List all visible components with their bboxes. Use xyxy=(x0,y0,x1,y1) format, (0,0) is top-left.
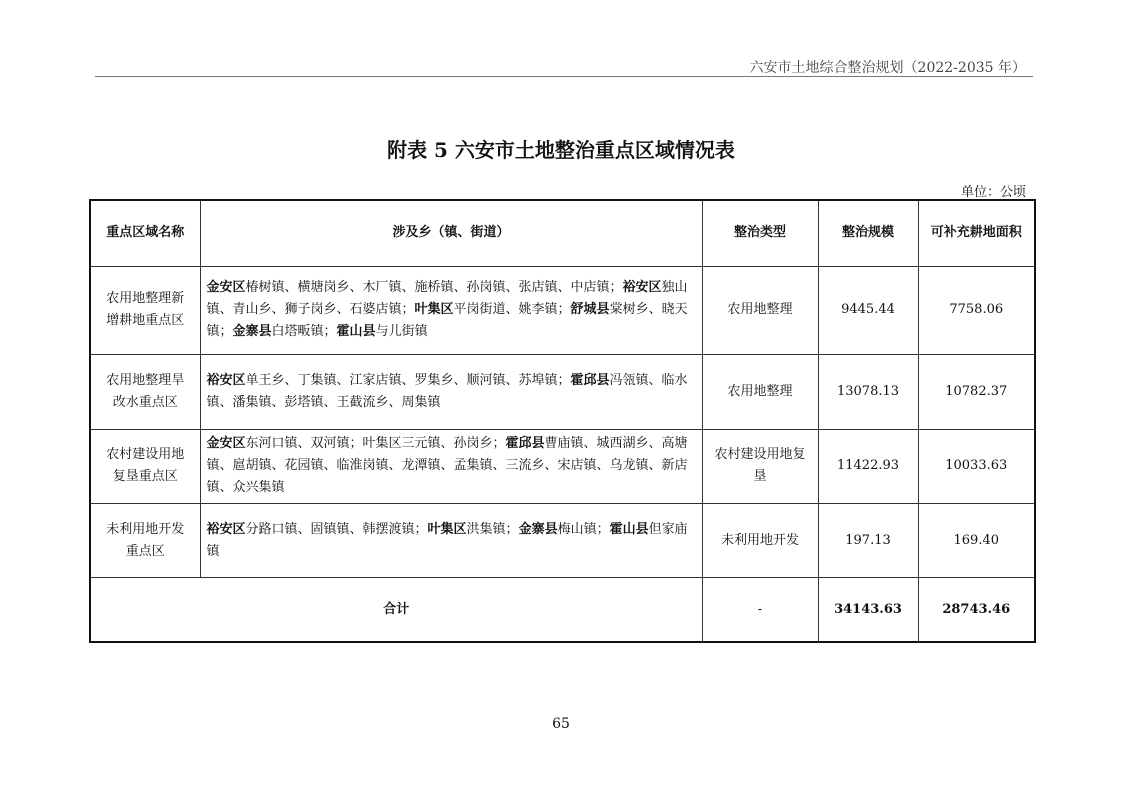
column-header: 涉及乡（镇、街道） xyxy=(200,200,702,266)
county-name: 舒城县 xyxy=(570,302,610,318)
county-name: 霍邱县 xyxy=(570,372,610,388)
total-label: 合计 xyxy=(90,578,702,642)
county-name: 叶集区 xyxy=(414,302,454,318)
column-header: 整治类型 xyxy=(702,200,818,266)
supplement-area-cell: 169.40 xyxy=(918,503,1035,577)
table-row xyxy=(90,429,1035,503)
document-title: 附表 5 六安市土地整治重点区域情况表 xyxy=(387,138,735,162)
county-name: 霍山县 xyxy=(609,521,649,537)
table-row xyxy=(90,266,1035,354)
scale-cell: 13078.13 xyxy=(818,355,918,429)
town-list: 但家庙镇 xyxy=(206,521,688,559)
table-row xyxy=(90,503,1035,577)
county-name: 金寨县 xyxy=(232,324,272,340)
county-name: 裕安区 xyxy=(206,521,246,537)
area-name-cell: 农用地整理旱改水重点区 xyxy=(90,355,200,429)
county-name: 裕安区 xyxy=(206,372,246,388)
county-name: 裕安区 xyxy=(622,280,662,296)
town-list: 东河口镇、双河镇；叶集区三元镇、孙岗乡； xyxy=(245,436,506,452)
town-list: 独山镇、青山乡、狮子岗乡、石婆店镇； xyxy=(206,280,688,318)
supplement-area-cell: 10033.63 xyxy=(918,429,1035,503)
town-list: 棠树乡、晓天镇； xyxy=(206,302,688,340)
town-list: 与儿街镇 xyxy=(375,324,428,340)
page-number: 65 xyxy=(552,716,570,732)
column-header: 整治规模 xyxy=(818,200,918,266)
remediation-type-cell: 农村建设用地复垦 xyxy=(702,429,818,503)
county-name: 金安区 xyxy=(206,436,246,452)
towns-cell xyxy=(200,503,702,577)
remediation-type-cell: 未利用地开发 xyxy=(702,503,818,577)
total-scale-cell: 34143.63 xyxy=(818,578,918,642)
scale-cell: 11422.93 xyxy=(818,429,918,503)
table-header-row xyxy=(90,200,1035,266)
column-header: 可补充耕地面积 xyxy=(918,200,1035,266)
table-row xyxy=(90,355,1035,429)
scale-cell: 197.13 xyxy=(818,503,918,577)
area-name-cell: 未利用地开发重点区 xyxy=(90,503,200,577)
supplement-area-cell: 10782.37 xyxy=(918,355,1035,429)
town-list: 洪集镇； xyxy=(466,521,519,537)
town-list: 平岗街道、姚李镇； xyxy=(453,302,571,318)
running-header: 六安市土地综合整治规划（2022-2035 年） xyxy=(749,60,1026,76)
supplement-area-cell: 7758.06 xyxy=(918,266,1035,354)
county-name: 金寨县 xyxy=(518,521,558,537)
town-list: 冯瓴镇、临水镇、潘集镇、彭塔镇、王截流乡、周集镇 xyxy=(206,372,688,410)
town-list: 曹庙镇、城西湖乡、高塘镇、扈胡镇、花园镇、临淮岗镇、龙潭镇、孟集镇、三流乡、宋店镇、乌龙镇、新店镇、众兴集镇 xyxy=(206,436,688,496)
town-list: 白塔畈镇； xyxy=(271,324,337,340)
county-name: 霍山县 xyxy=(336,324,376,340)
remediation-type-cell: 农用地整理 xyxy=(702,266,818,354)
towns-cell xyxy=(200,266,702,354)
table-total-row xyxy=(90,578,1035,642)
header-rule xyxy=(95,76,1033,77)
town-list: 单王乡、丁集镇、江家店镇、罗集乡、顺河镇、苏埠镇； xyxy=(245,372,571,388)
total-type-cell: - xyxy=(702,578,818,642)
town-list: 椿树镇、横塘岗乡、木厂镇、施桥镇、孙岗镇、张店镇、中店镇； xyxy=(245,280,623,296)
towns-cell xyxy=(200,355,702,429)
county-name: 叶集区 xyxy=(427,521,467,537)
scale-cell: 9445.44 xyxy=(818,266,918,354)
remediation-type-cell: 农用地整理 xyxy=(702,355,818,429)
area-name-cell: 农村建设用地复垦重点区 xyxy=(90,429,200,503)
column-header: 重点区域名称 xyxy=(90,200,200,266)
town-list: 分路口镇、固镇镇、韩摆渡镇； xyxy=(245,521,428,537)
county-name: 金安区 xyxy=(206,280,246,296)
unit-note: 单位：公顷 xyxy=(960,185,1026,200)
area-name-cell: 农用地整理新增耕地重点区 xyxy=(90,266,200,354)
towns-cell xyxy=(200,429,702,503)
county-name: 霍邱县 xyxy=(505,436,545,452)
total-supplement-cell: 28743.46 xyxy=(918,578,1035,642)
town-list: 梅山镇； xyxy=(557,521,610,537)
key-areas-table xyxy=(89,199,1036,643)
